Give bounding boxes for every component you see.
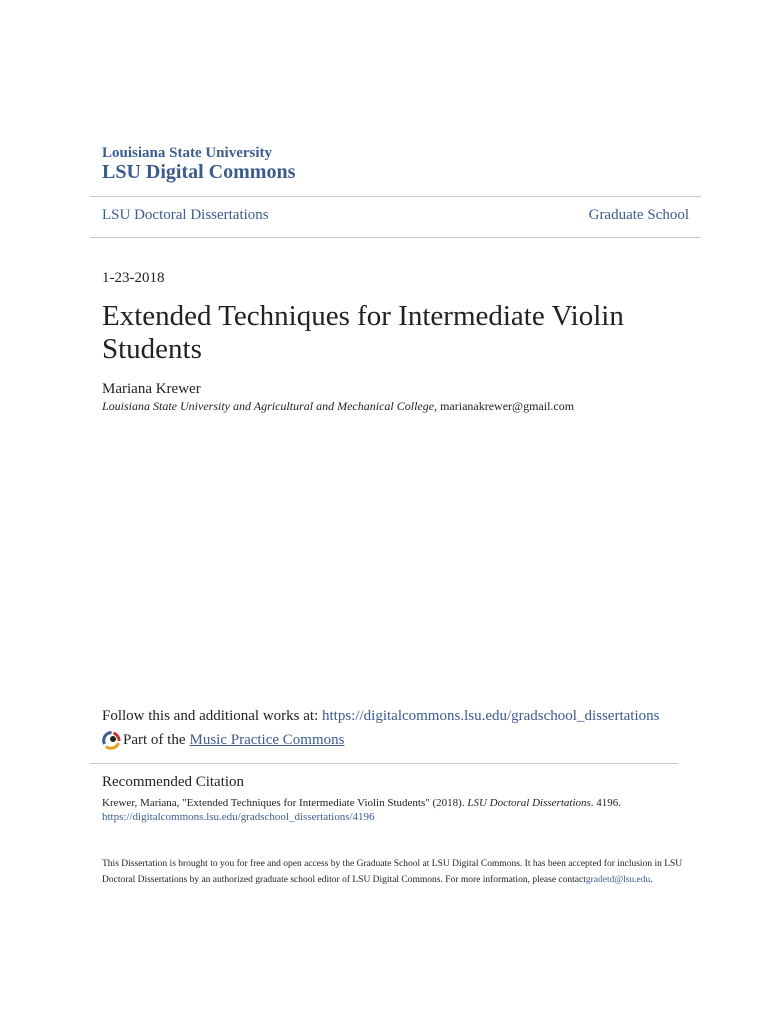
series-link[interactable]: LSU Doctoral Dissertations bbox=[102, 207, 269, 223]
author-email: , marianakrewer@gmail.com bbox=[434, 399, 575, 413]
author-name: Mariana Krewer bbox=[102, 381, 201, 397]
citation-prefix: Krewer, Mariana, "Extended Techniques for Intermediate Violin Students" (2018). bbox=[102, 797, 468, 809]
follow-label: Follow this and additional works at: bbox=[102, 708, 322, 724]
citation-suffix: . 4196. bbox=[590, 797, 622, 809]
citation-heading: Recommended Citation bbox=[102, 774, 245, 790]
notice-end: . bbox=[650, 875, 653, 885]
music-practice-commons-link[interactable]: Music Practice Commons bbox=[189, 732, 345, 748]
divider-nav bbox=[90, 237, 701, 238]
publication-date: 1-23-2018 bbox=[102, 270, 165, 286]
school-link[interactable]: Graduate School bbox=[588, 207, 689, 223]
divider-top bbox=[90, 196, 701, 197]
repository-name[interactable]: LSU Digital Commons bbox=[102, 161, 296, 183]
author-affiliation bbox=[102, 399, 574, 414]
divider-citation bbox=[90, 763, 678, 764]
partof-line bbox=[102, 731, 344, 750]
contact-email-link[interactable]: gradetd@lsu.edu bbox=[585, 875, 651, 885]
citation-url-link[interactable]: https://digitalcommons.lsu.edu/gradschool_dissertations/4196 bbox=[102, 811, 375, 823]
affiliation-text: Louisiana State University and Agricultural and Mechanical College bbox=[102, 399, 435, 413]
notice-text: This Dissertation is brought to you for free and open access by the Graduate School at LSU Digital Commons. It has been accepted for inclusion in LSU Doctoral Dissertations by an authorized graduate school editor of LSU Digital Commons. For more information, please contact bbox=[102, 859, 683, 885]
citation-body bbox=[102, 796, 621, 824]
partof-label: Part of the bbox=[123, 732, 186, 748]
citation-journal: LSU Doctoral Dissertations bbox=[467, 797, 591, 809]
network-icon bbox=[102, 731, 121, 750]
institution-name: Louisiana State University bbox=[102, 145, 273, 161]
follow-line bbox=[102, 708, 659, 725]
document-title: Extended Techniques for Intermediate Violin Students bbox=[102, 300, 624, 365]
follow-url-link[interactable]: https://digitalcommons.lsu.edu/gradschool_dissertations bbox=[321, 708, 660, 724]
access-notice bbox=[102, 856, 702, 888]
